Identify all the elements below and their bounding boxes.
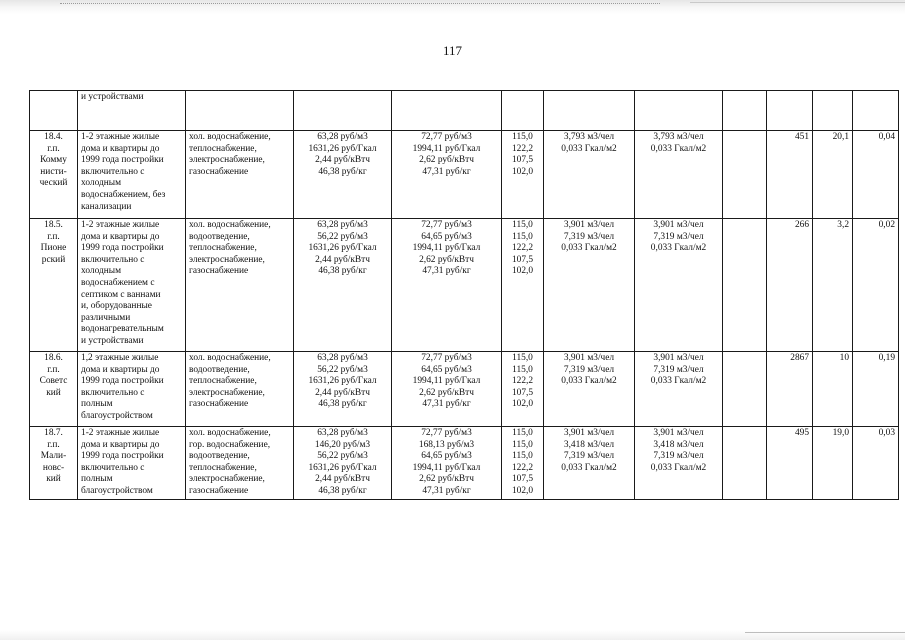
cell-line: 115,0 [512,220,533,230]
cell-value-a: 451 [767,131,813,219]
cell-tariff-2 [392,427,502,500]
cell-line: 2,62 руб/кВтч [419,254,474,265]
cell-line: водоотведение, [189,451,250,462]
cell-norm-1 [544,91,635,131]
cell-line: Советс [39,376,68,387]
cell-line: 1994,11 руб/Гкал [412,243,481,254]
cell-line: 168,13 руб/м3 [418,439,475,450]
cell-line: 1631,26 руб/Гкал [308,243,377,254]
cell-line: 18.5. [44,220,63,230]
cell-line: 122,2 [511,462,534,473]
cell-line: благоустройством [81,485,153,496]
cell-value-a: 266 [767,219,813,352]
cell-line: 72,77 руб/м3 [421,132,472,142]
cell-line: 1-2 этажные жилые [81,132,160,142]
cell-line: 3,793 м3/чел [563,132,615,142]
cell-line: 47,31 руб/кг [422,266,471,277]
cell-line: рский [41,254,66,265]
cell-line: 56,22 руб/м3 [317,451,368,462]
cell-empty [723,427,767,500]
cell-line: г.п. [47,143,60,154]
cell-line: 2,62 руб/кВтч [419,155,474,166]
cell-value-c [853,91,899,131]
cell-line: 64,65 руб/м3 [421,451,472,462]
cell-tariff-2 [392,131,502,219]
cell-norm-2 [635,427,723,500]
cell-line: 102,0 [511,485,534,496]
cell-value-b: 19,0 [813,427,853,500]
cell-line: газоснабжение [189,485,249,496]
cell-line: 115,0 [512,439,533,450]
cell-line: дома и квартиры до [81,364,160,375]
cell-line: 115,0 [512,428,533,438]
cell-norm-2 [635,352,723,427]
cell-line: канализации [81,201,132,212]
cell-value-c: 0,03 [853,427,899,500]
cell-line: 1999 года постройки [81,155,164,166]
cell-norm-1 [544,352,635,427]
cell-building-type [78,219,186,352]
cell-line: 7,319 м3/чел [563,451,615,462]
cell-line: 0,033 Гкал/м2 [650,376,707,387]
cell-line: включительно с [81,166,145,177]
cell-line: 0,033 Гкал/м2 [650,462,707,473]
cell-line: 63,28 руб/м3 [317,132,368,142]
cell-line: 122,2 [511,243,534,254]
cell-line: хол. водоснабжение, [189,132,271,142]
cell-line: 3,418 м3/чел [653,439,704,450]
cell-line: г.п. [47,439,60,450]
cell-line: водонагревательным [81,324,164,335]
cell-line: водоснабжением, без [81,189,166,200]
cell-index [502,131,544,219]
cell-line: электроснабжение, [189,387,265,398]
cell-line: 47,31 руб/кг [422,485,471,496]
cell-line: 56,22 руб/м3 [317,364,368,375]
cell-line: 0,033 Гкал/м2 [650,243,707,254]
cell-line: 1999 года постройки [81,243,164,254]
cell-line: 7,319 м3/чел [653,364,704,375]
cell-line: г.п. [47,364,60,375]
cell-line: 115,0 [512,353,533,363]
cell-line: 46,38 руб/кг [318,485,367,496]
cell-line: холодным [81,178,122,189]
cell-line: 1994,11 руб/Гкал [412,376,481,387]
cell-line: дома и квартиры до [81,231,160,242]
cell-line: Комму [40,155,67,166]
cell-line: дома и квартиры до [81,143,160,154]
cell-line: холодным [81,266,122,277]
cell-line: 107,5 [511,254,534,265]
cell-line: 1631,26 руб/Гкал [308,376,377,387]
cell-line: 72,77 руб/м3 [421,220,472,230]
cell-index [502,427,544,500]
cell-line: 63,28 руб/м3 [317,353,368,363]
cell-line: 18.6. [44,353,63,363]
cell-index [502,352,544,427]
cell-line: 63,28 руб/м3 [317,220,368,230]
cell-value-a: 2867 [767,352,813,427]
cell-line: 2,62 руб/кВтч [419,387,474,398]
cell-empty [723,219,767,352]
cell-line: 1994,11 руб/Гкал [412,143,481,154]
cell-line: 1999 года постройки [81,451,164,462]
table-body [30,91,899,500]
cell-tariff-1 [294,427,392,500]
cell-services [186,219,294,352]
cell-line: газоснабжение [189,166,249,177]
tariff-table [29,90,899,500]
cell-line: кий [46,387,61,398]
cell-line: 64,65 руб/м3 [421,231,472,242]
cell-line: Пионе [40,243,67,254]
cell-norm-2 [635,91,723,131]
cell-building-type [78,91,186,131]
cell-line: и, оборудованные [81,301,152,312]
cell-value-b: 10 [813,352,853,427]
cell-tariff-1 [294,352,392,427]
cell-services [186,131,294,219]
cell-number [30,427,78,500]
cell-line: включительно с [81,254,145,265]
cell-empty [723,91,767,131]
cell-line: 64,65 руб/м3 [421,364,472,375]
cell-number [30,131,78,219]
cell-line: 1631,26 руб/Гкал [308,462,377,473]
cell-line: 115,0 [512,132,533,142]
cell-line: газоснабжение [189,266,249,277]
cell-line: 1999 года постройки [81,376,164,387]
cell-line: 56,22 руб/м3 [317,231,368,242]
cell-services [186,91,294,131]
cell-building-type [78,131,186,219]
cell-line: 0,033 Гкал/м2 [650,143,707,154]
cell-line: 46,38 руб/кг [318,166,367,177]
cell-line: 2,62 руб/кВтч [419,474,474,485]
cell-tariff-2 [392,352,502,427]
cell-line: теплоснабжение, [189,376,257,387]
cell-line: 2,44 руб/кВтч [315,474,370,485]
cell-line: 47,31 руб/кг [422,399,471,410]
cell-line: 46,38 руб/кг [318,266,367,277]
cell-line: водоснабжением с [81,277,155,288]
cell-line: 146,20 руб/м3 [314,439,371,450]
table-row [30,219,899,352]
cell-services [186,352,294,427]
cell-line: 102,0 [511,266,534,277]
cell-norm-1 [544,219,635,352]
cell-line: благоустройством [81,410,153,421]
cell-index [502,219,544,352]
cell-line: 0,033 Гкал/м2 [561,243,617,254]
cell-line: хол. водоснабжение, [189,428,271,438]
cell-line: теплоснабжение, [189,462,257,473]
cell-line: водоотведение, [189,364,250,375]
cell-line: хол. водоснабжение, [189,220,271,230]
cell-value-b: 20,1 [813,131,853,219]
cell-line: 3,901 м3/чел [653,353,704,363]
cell-value-a [767,91,813,131]
cell-line: 72,77 руб/м3 [421,428,472,438]
cell-line: кий [46,474,61,485]
cell-line: 1631,26 руб/Гкал [308,143,377,154]
cell-tariff-1 [294,131,392,219]
cell-line: 3,901 м3/чел [653,220,704,230]
cell-line: 107,5 [511,387,534,398]
cell-value-b: 3,2 [813,219,853,352]
cell-line: 7,319 м3/чел [563,364,615,375]
cell-empty [723,352,767,427]
cell-line: 3,418 м3/чел [563,439,615,450]
cell-line: 1994,11 руб/Гкал [412,462,481,473]
cell-building-type [78,427,186,500]
cell-line: 3,793 м3/чел [653,132,704,142]
cell-line: Мали- [40,451,67,462]
cell-line: 115,0 [512,231,533,242]
cell-number [30,91,78,131]
cell-services [186,427,294,500]
cell-line: и устройствами [81,92,144,102]
cell-line: электроснабжение, [189,254,265,265]
cell-line: 0,033 Гкал/м2 [561,143,617,154]
cell-line: хол. водоснабжение, [189,353,271,363]
cell-line: 72,77 руб/м3 [421,353,472,363]
table-row [30,352,899,427]
cell-line: и устройствами [81,335,144,346]
cell-tariff-1 [294,91,392,131]
cell-line: 102,0 [511,399,534,410]
cell-line: гор. водоснабжение, [189,439,271,450]
cell-line: септиком с ваннами [81,289,161,300]
scan-artifact-line [690,2,905,3]
cell-line: 47,31 руб/кг [422,166,471,177]
cell-line: 3,901 м3/чел [563,428,615,438]
cell-value-c: 0,02 [853,219,899,352]
page-number: 117 [442,43,463,58]
cell-line: новс- [42,462,65,473]
cell-number [30,219,78,352]
cell-line: 3,901 м3/чел [563,353,615,363]
cell-line: 18.4. [44,132,63,142]
cell-line: нисти- [40,166,67,177]
cell-building-type [78,352,186,427]
cell-line: электроснабжение, [189,155,265,166]
cell-line: 0,033 Гкал/м2 [561,376,617,387]
cell-tariff-2 [392,219,502,352]
cell-line: 122,2 [511,376,534,387]
cell-norm-1 [544,427,635,500]
cell-number [30,352,78,427]
cell-line: 7,319 м3/чел [653,231,704,242]
cell-line: 18.7. [44,428,63,438]
cell-line: 107,5 [511,155,534,166]
cell-value-a: 495 [767,427,813,500]
cell-norm-1 [544,131,635,219]
cell-line: ческий [39,178,68,189]
cell-line: г.п. [47,231,60,242]
cell-line: 63,28 руб/м3 [317,428,368,438]
cell-line: 2,44 руб/кВтч [315,155,370,166]
cell-line: 1,2 этажные жилые [81,353,159,363]
cell-value-c: 0,19 [853,352,899,427]
cell-line: электроснабжение, [189,474,265,485]
cell-line: 115,0 [512,364,533,375]
cell-line: 107,5 [511,474,534,485]
cell-empty [723,131,767,219]
cell-line: полным [81,399,113,410]
cell-value-c: 0,04 [853,131,899,219]
table-row [30,427,899,500]
table-row [30,131,899,219]
cell-line: 3,901 м3/чел [653,428,704,438]
cell-line: теплоснабжение, [189,143,257,154]
cell-line: включительно с [81,462,145,473]
cell-line: 115,0 [512,451,533,462]
cell-line: различными [81,312,131,323]
cell-norm-2 [635,219,723,352]
cell-line: 2,44 руб/кВтч [315,387,370,398]
cell-line: теплоснабжение, [189,243,257,254]
cell-tariff-2 [392,91,502,131]
cell-line: 0,033 Гкал/м2 [561,462,617,473]
cell-line: 7,319 м3/чел [653,451,704,462]
cell-line: 1-2 этажные жилые [81,220,160,230]
cell-line: 122,2 [511,143,534,154]
cell-line: дома и квартиры до [81,439,160,450]
cell-line: включительно с [81,387,145,398]
cell-line: 7,319 м3/чел [563,231,615,242]
cell-line: газоснабжение [189,399,249,410]
scan-artifact-line [60,3,660,4]
cell-line: полным [81,474,113,485]
cell-line: 102,0 [511,166,534,177]
cell-norm-2 [635,131,723,219]
cell-line: 1-2 этажные жилые [81,428,160,438]
cell-line: 2,44 руб/кВтч [315,254,370,265]
cell-value-b [813,91,853,131]
cell-line: 46,38 руб/кг [318,399,367,410]
scan-artifact-line [745,632,905,633]
cell-index [502,91,544,131]
table-row [30,91,899,131]
cell-tariff-1 [294,219,392,352]
cell-line: 3,901 м3/чел [563,220,615,230]
cell-line: водоотведение, [189,231,250,242]
